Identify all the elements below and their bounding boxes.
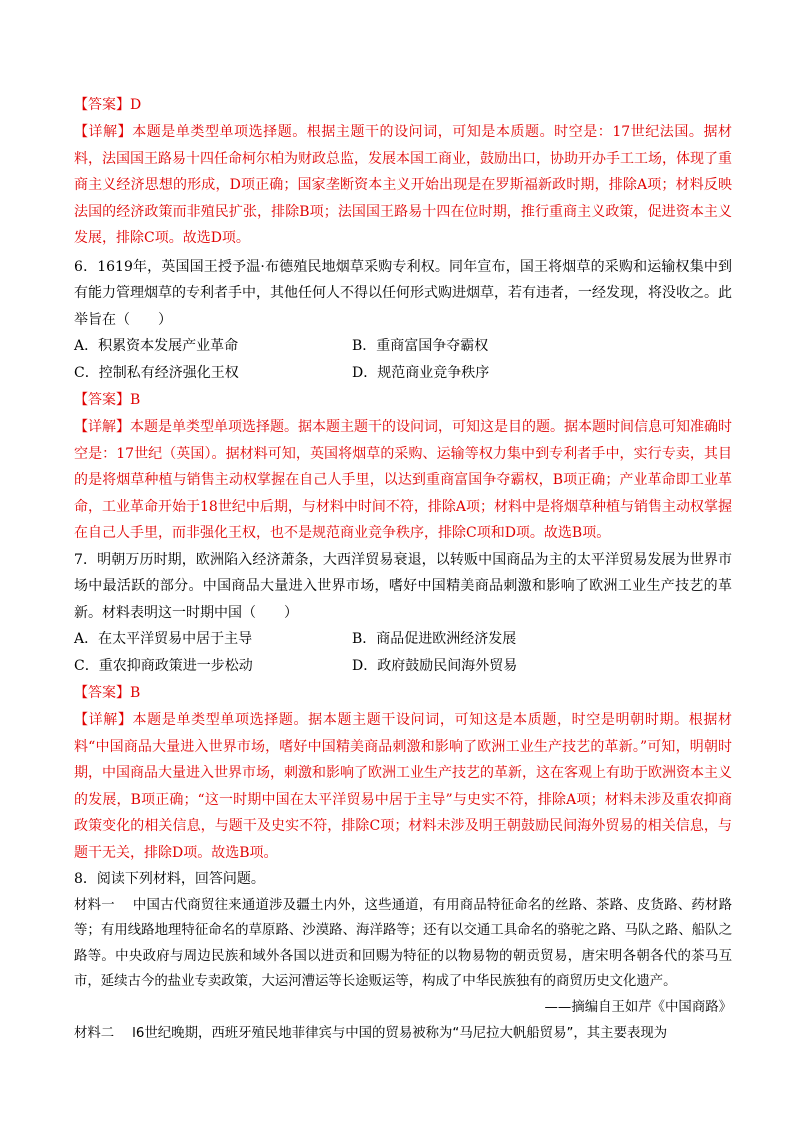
explain-label: 【详解】 <box>74 419 130 435</box>
material-2 <box>74 1021 732 1047</box>
explain-text: 本题是单类型单项选择题。据本题主题干设问词，可知这是本质题，时空是明朝时期。根据材料“中国商品大量进入世界市场，嗜好中国精美商品刺激和影响了欧洲工业生产技艺的革新。”可知，明朝时期，中国商品大量进入世界市场，刺激和影响了欧洲工业生产技艺的革新，这在客观上有助于欧洲资本主义的发展，B项正确；“这一时期中国在太平洋贸易中居于主导”与史实不符，排除A项；材料未涉及重农抑商政策变化的相关信息，与题干及史实不符，排除C项；材料未涉及明王朝鼓励民间海外贸易的相关信息，与题干无关，排除D项。故选B项。 <box>74 712 732 861</box>
q7-option-c: C．重农抑商政策进一步松动 <box>74 658 253 674</box>
q7-option-b: B．商品促进欧洲经济发展 <box>352 631 517 647</box>
q7-option-d: D．政府鼓励民间海外贸易 <box>352 658 518 674</box>
material-1-tag: 材料一 <box>74 897 115 913</box>
explain-label: 【详解】 <box>74 124 133 140</box>
material-2-text: l6世纪晚期，西班牙殖民地菲律宾与中国的贸易被称为“马尼拉大帆船贸易”，其主要表现为 <box>132 1025 668 1041</box>
material-1-source: ——摘编自王如芹《中国商路》 <box>544 999 732 1015</box>
q6-option-a: A．积累资本发展产业革命 <box>74 338 239 354</box>
q5-answer: 【答案】D <box>74 97 142 113</box>
q7-explanation <box>74 707 732 866</box>
q7-answer: 【答案】B <box>74 685 141 701</box>
explain-text: 本题是单类型单项选择题。根据主题干的设问词，可知是本质题。时空是：17世纪法国。据材料，法国国王路易十四任命柯尔柏为财政总监，发展本国工商业，鼓励出口，协助开办手工工场，体现了重商主义经济思想的形成，D项正确；国家垄断资本主义开始出现是在罗斯福新政时期，排除A项；材料反映法国的经济政策而非殖民扩张，排除B项；法国国王路易十四在位时期，推行重商主义政策，促进资本主义发展，排除C项。故选D项。 <box>74 124 733 246</box>
document-page <box>74 92 732 1046</box>
q7-options <box>74 626 732 680</box>
q5-explanation <box>74 119 732 252</box>
material-1-text: 中国古代商贸往来通道涉及疆土内外，这些通道，有用商品特征命名的丝路、茶路、皮货路、药材路等；有用线路地理特征命名的草原路、沙漠路、海洋路等；还有以交通工具命名的骆驼之路、马队之路、船队之路等。中央政府与周边民族和域外各国以进贡和回赐为特征的以物易物的朝贡贸易，唐宋明各朝各代的茶马互市，延续古今的盐业专卖政策，大运河漕运等长途贩运等，构成了中华民族独有的商贸历史文化遗产。 <box>74 897 733 989</box>
explain-text: 本题是单类型单项选择题。据本题主题干的设问词，可知这是目的题。据本题时间信息可知准确时空是：17世纪（英国）。据材料可知，英国将烟草的采购、运输等权力集中到专利者手中，实行专卖，其目的是将烟草种植与销售主动权掌握在自己人手里，以达到重商富国争夺霸权，B项正确；产业革命即工业革命，工业革命开始于18世纪中后期，与材料中时间不符，排除A项；材料中是将烟草种植与销售主动权掌握在自己人手里，而非强化王权，也不是规范商业竞争秩序，排除C项和D项。故选B项。 <box>74 419 732 541</box>
material-2-tag: 材料二 <box>74 1025 115 1041</box>
q7-stem: 7．明朝万历时期，欧洲陷入经济萧条，大西洋贸易衰退，以转贩中国商品为主的太平洋贸易发展为世界市场中最活跃的部分。中国商品大量进入世界市场，嗜好中国精美商品刺激和影响了欧洲工业生产技艺的革新。材料表明这一时期中国（ ） <box>74 551 732 621</box>
q6-answer: 【答案】B <box>74 392 141 408</box>
q6-stem: 6．1619年，英国国王授予温·布德殖民地烟草采购专利权。同年宣布，国王将烟草的采购和运输权集中到有能力管理烟草的专利者手中，其他任何人不得以任何形式购进烟草，若有违者，一经发现，将没收之。此举旨在（ ） <box>74 258 732 328</box>
material-1 <box>74 893 732 995</box>
explain-label: 【详解】 <box>74 712 133 728</box>
q6-options <box>74 333 732 387</box>
q6-option-b: B．重商富国争夺霸权 <box>352 338 489 354</box>
q7-option-a: A．在太平洋贸易中居于主导 <box>74 631 253 647</box>
q6-option-c: C．控制私有经济强化王权 <box>74 365 239 381</box>
q6-option-d: D．规范商业竞争秩序 <box>352 365 490 381</box>
q8-stem: 8．阅读下列材料，回答问题。 <box>74 871 265 887</box>
q6-explanation <box>74 414 732 547</box>
